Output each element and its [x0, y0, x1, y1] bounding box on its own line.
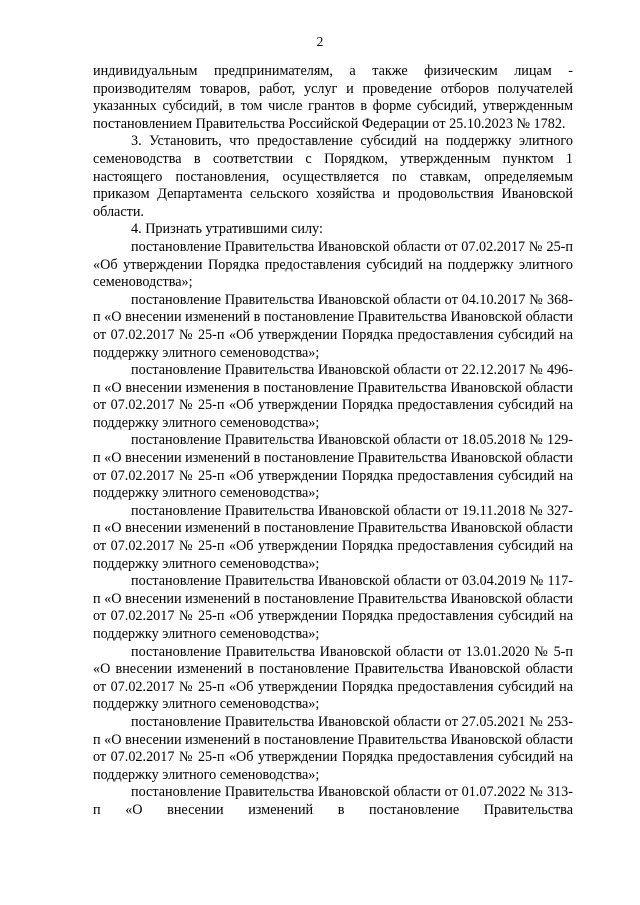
repealed-act-2: постановление Правительства Ивановской области от 04.10.2017 № 368-п «О внесении изменений в постановление Правительства Ивановской области от 07.02.2017 № 25-п «Об утверждении Порядка предоставления субсидий на поддержку элитного семеноводства»; [93, 291, 573, 361]
document-body [93, 63, 573, 820]
repealed-act-7: постановление Правительства Ивановской области от 13.01.2020 № 5-п «О внесении изменений в постановление Правительства Ивановской области от 07.02.2017 № 25-п «Об утверждении Порядка предоставления субсидий на поддержку элитного семеноводства»; [93, 643, 573, 713]
page-number: 2 [316, 34, 324, 49]
repealed-act-6: постановление Правительства Ивановской области от 03.04.2019 № 117-п «О внесении изменений в постановление Правительства Ивановской области от 07.02.2017 № 25-п «Об утверждении Порядка предоставления субсидий на поддержку элитного семеноводства»; [93, 573, 573, 642]
paragraph-item-4: 4. Признать утратившими силу: [131, 221, 323, 238]
repealed-act-8: постановление Правительства Ивановской области от 27.05.2021 № 253-п «О внесении изменений в постановление Правительства Ивановской области от 07.02.2017 № 25-п «Об утверждении Порядка предоставления субсидий на поддержку элитного семеноводства»; [93, 713, 573, 783]
repealed-act-9: постановление Правительства Ивановской области от 01.07.2022 № 313-п «О внесении изменений в постановление Правительства [93, 784, 573, 818]
repealed-act-1: постановление Правительства Ивановской области от 07.02.2017 № 25-п «Об утверждении Порядка предоставления субсидий на поддержку элитного семеноводства»; [93, 238, 573, 291]
paragraph-item-3: 3. Установить, что предоставление субсидий на поддержку элитного семеноводства в соответствии с Порядком, утвержденным пунктом 1 настоящего постановления, осуществляется по ставкам, определяемым приказом Департамента сельского хозяйства и продовольствия Ивановской области. [93, 133, 573, 220]
repealed-act-3: постановление Правительства Ивановской области от 22.12.2017 № 496-п «О внесении изменения в постановление Правительства Ивановской области от 07.02.2017 № 25-п «Об утверждении Порядка предоставления субсидий на поддержку элитного семеноводства»; [93, 362, 573, 431]
repealed-act-4: постановление Правительства Ивановской области от 18.05.2018 № 129-п «О внесении изменений в постановление Правительства Ивановской области от 07.02.2017 № 25-п «Об утверждении Порядка предоставления субсидий на поддержку элитного семеноводства»; [93, 432, 573, 502]
paragraph-continuation: индивидуальным предпринимателям, а также физическим лицам - производителям товаров, работ, услуг и проведение отборов получателей указанных субсидий, в том числе грантов в форме субсидий, утвержденным постановлением Правительства Российской Федерации от 25.10.2023 № 1782. [93, 63, 573, 132]
repealed-act-5: постановление Правительства Ивановской области от 19.11.2018 № 327-п «О внесении изменений в постановление Правительства Ивановской области от 07.02.2017 № 25-п «Об утверждении Порядка предоставления субсидий на поддержку элитного семеноводства»; [93, 502, 573, 572]
